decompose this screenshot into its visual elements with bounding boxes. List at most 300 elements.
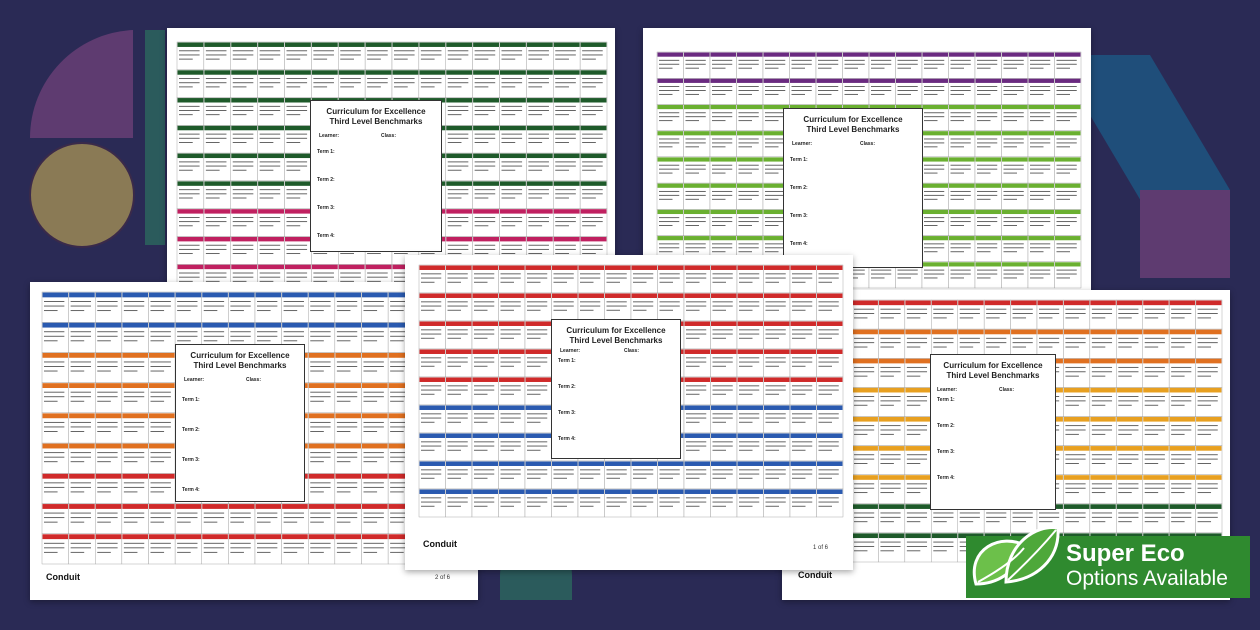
grid-cell-text-line (71, 513, 91, 514)
grid-cell-text-line (582, 225, 596, 226)
grid-cell-text-line (501, 338, 515, 339)
grid-cell-text-line (233, 110, 254, 111)
grid-cell-text-line (1118, 425, 1138, 426)
grid-cell-text-line (502, 225, 516, 226)
grid-cell-text-line (1145, 347, 1158, 348)
grid-cell-text-line (448, 357, 468, 358)
grid-cell-text-line (686, 64, 706, 65)
grid-cell-text-line (151, 543, 171, 544)
grid-cell-text-line (475, 50, 496, 51)
grid-cell-text-line (71, 331, 91, 332)
grid-cell-text-line (502, 221, 523, 222)
grid-cell-header (231, 126, 257, 130)
grid-cell-header (1064, 504, 1089, 509)
grid-cell-text-line (1092, 347, 1105, 348)
grid-cell-header (473, 126, 499, 130)
grid-cell-text-line (739, 191, 759, 192)
grid-cell-text-line (204, 340, 218, 341)
grid-cell-text-line (340, 277, 361, 278)
cover-box (551, 319, 681, 459)
grid-cell-text-line (448, 506, 462, 507)
grid-cell-text-line (337, 452, 357, 453)
grid-cell-text-line (97, 362, 117, 363)
grid-cell-text-line (124, 331, 144, 332)
grid-cell-text-line (44, 371, 58, 372)
grid-cell-text-line (580, 474, 600, 475)
grid-cell-text-line (986, 347, 999, 348)
grid-cell-text-line (951, 116, 971, 117)
grid-cell-text-line (501, 273, 521, 274)
grid-cell-text-line (554, 469, 574, 470)
grid-cell-text-line (1004, 86, 1024, 87)
grid-cell-text-line (1004, 68, 1018, 69)
grid-cell-text-line (475, 161, 496, 162)
grid-cell-text-line (766, 441, 786, 442)
grid-cell-text-line (633, 306, 653, 307)
grid-cell-text-line (686, 310, 700, 311)
grid-cell-text-line (310, 422, 330, 423)
grid-cell-text-line (739, 64, 759, 65)
grid-cell-text-line (977, 247, 997, 248)
grid-cell-text-line (898, 270, 918, 271)
grid-cell-header (605, 490, 631, 494)
grid-cell-text-line (1004, 274, 1024, 275)
grid-cell-text-line (448, 301, 468, 302)
grid-cell-text-line (871, 274, 891, 275)
grid-cell-text-line (179, 161, 200, 162)
grid-cell-text-line (1057, 247, 1077, 248)
grid-cell-header (579, 462, 605, 466)
grid-cell-header (923, 105, 949, 109)
grid-cell-text-line (310, 340, 324, 341)
grid-cell-text-line (554, 497, 574, 498)
grid-cell-text-line (924, 60, 944, 61)
grid-cell-text-line (310, 362, 330, 363)
grid-cell-header (605, 462, 631, 466)
class-label: Class: (624, 348, 640, 354)
grid-cell-text-line (633, 497, 653, 498)
grid-cell-text-line (421, 82, 442, 83)
grid-cell-text-line (686, 390, 706, 391)
grid-cell-header (96, 353, 122, 358)
grid-cell-text-line (1065, 367, 1085, 368)
grid-cell-text-line (580, 310, 594, 311)
grid-cell-header (738, 462, 764, 466)
grid-cell-text-line (633, 469, 653, 470)
grid-cell-text-line (177, 310, 191, 311)
grid-cell-header (178, 209, 204, 213)
grid-cell-text-line (819, 338, 833, 339)
grid-cell-header (976, 184, 1002, 188)
grid-cell-text-line (287, 59, 301, 60)
grid-cell-header (843, 53, 869, 57)
grid-cell-text-line (792, 362, 812, 363)
grid-cell-header (554, 98, 580, 102)
grid-cell-text-line (1065, 517, 1085, 518)
grid-cell-text-line (582, 78, 603, 79)
grid-cell-header (526, 294, 552, 298)
grid-cell-text-line (766, 301, 786, 302)
grid-cell-text-line (206, 134, 227, 135)
grid-cell-text-line (1030, 68, 1044, 69)
grid-cell-text-line (792, 390, 812, 391)
grid-cell-text-line (739, 116, 759, 117)
grid-cell-text-line (854, 488, 874, 489)
grid-cell-header (658, 236, 684, 240)
grid-cell-text-line (44, 457, 64, 458)
grid-cell-header (258, 265, 284, 269)
grid-cell-text-line (284, 543, 304, 544)
grid-cell-text-line (766, 306, 786, 307)
grid-cell-text-line (951, 199, 965, 200)
grid-cell-text-line (712, 146, 726, 147)
grid-cell-text-line (907, 463, 920, 464)
grid-cell-text-line (287, 189, 308, 190)
grid-cell-text-line (448, 110, 469, 111)
grid-cell-text-line (792, 329, 812, 330)
grid-cell-text-line (686, 169, 706, 170)
grid-cell-text-line (310, 513, 330, 514)
grid-cell-text-line (713, 390, 733, 391)
grid-cell-text-line (97, 547, 117, 548)
grid-cell-text-line (686, 506, 700, 507)
grid-cell-text-line (310, 426, 330, 427)
grid-cell-header (685, 378, 711, 382)
grid-cell-text-line (97, 366, 117, 367)
grid-cell-text-line (1171, 405, 1184, 406)
grid-cell-text-line (659, 86, 679, 87)
grid-cell-text-line (71, 426, 91, 427)
grid-cell-text-line (712, 68, 726, 69)
grid-cell-text-line (310, 431, 324, 432)
grid-cell-text-line (260, 198, 274, 199)
grid-cell-text-line (421, 502, 441, 503)
grid-cell-header (853, 330, 878, 335)
grid-cell-header (446, 294, 472, 298)
grid-cell-text-line (580, 278, 600, 279)
grid-cell-text-line (907, 517, 927, 518)
grid-cell-header (579, 266, 605, 270)
grid-cell-header (176, 293, 202, 298)
grid-cell-text-line (124, 426, 144, 427)
grid-cell-text-line (818, 90, 838, 91)
grid-cell-text-line (233, 273, 254, 274)
grid-cell-text-line (475, 193, 496, 194)
grid-cell-text-line (394, 59, 408, 60)
grid-cell-text-line (582, 170, 596, 171)
grid-cell-text-line (554, 306, 574, 307)
grid-cell-text-line (124, 301, 144, 302)
grid-cell-text-line (260, 245, 281, 246)
grid-cell-text-line (907, 405, 920, 406)
grid-cell-text-line (898, 68, 912, 69)
grid-cell-text-line (475, 189, 496, 190)
grid-cell-text-line (233, 138, 254, 139)
grid-cell-header (932, 301, 957, 306)
grid-cell-text-line (501, 474, 521, 475)
grid-cell-header (976, 53, 1002, 57)
grid-cell-header (204, 98, 230, 102)
grid-cell-header (632, 462, 658, 466)
grid-cell-header (446, 98, 472, 102)
grid-cell-header (202, 323, 228, 328)
grid-cell-text-line (1092, 400, 1112, 401)
grid-cell-text-line (287, 138, 308, 139)
grid-cell-header (581, 43, 607, 47)
grid-cell-text-line (448, 310, 462, 311)
grid-cell-header (473, 490, 499, 494)
grid-cell-text-line (633, 502, 653, 503)
grid-cell-text-line (739, 60, 759, 61)
grid-cell-text-line (233, 198, 247, 199)
grid-cell-header (791, 462, 817, 466)
grid-cell-text-line (337, 340, 351, 341)
cover-box (783, 108, 923, 268)
grid-cell-text-line (555, 161, 576, 162)
grid-cell-text-line (712, 251, 726, 252)
grid-cell-text-line (1013, 347, 1026, 348)
grid-cell-text-line (977, 274, 997, 275)
grid-cell-text-line (448, 418, 468, 419)
grid-cell-text-line (1171, 400, 1191, 401)
grid-cell-header (738, 434, 764, 438)
grid-cell-text-line (1057, 199, 1071, 200)
grid-cell-text-line (310, 336, 330, 337)
term-2: Term 2: (182, 427, 200, 433)
class-label: Class: (860, 141, 876, 147)
grid-cell-header (949, 236, 975, 240)
grid-cell-text-line (502, 50, 523, 51)
grid-cell-text-line (124, 310, 138, 311)
grid-cell-text-line (951, 90, 971, 91)
grid-cell-text-line (97, 306, 117, 307)
grid-cell-text-line (766, 418, 786, 419)
grid-cell-text-line (1171, 367, 1191, 368)
grid-cell-text-line (1004, 64, 1024, 65)
grid-cell-text-line (287, 221, 308, 222)
grid-cell-header (1055, 53, 1081, 57)
grid-cell-header (339, 43, 365, 47)
grid-cell-text-line (501, 422, 515, 423)
grid-cell-text-line (713, 394, 727, 395)
grid-cell-text-line (230, 547, 250, 548)
cover-title-1: Curriculum for Excellence (566, 326, 666, 335)
grid-cell-text-line (310, 306, 330, 307)
grid-cell-text-line (555, 221, 576, 222)
grid-cell-text-line (179, 249, 200, 250)
grid-cell-text-line (1065, 454, 1085, 455)
grid-cell-header (309, 413, 335, 418)
grid-cell-text-line (1118, 367, 1138, 368)
grid-cell-text-line (739, 146, 753, 147)
grid-cell-header (1029, 210, 1055, 214)
grid-cell-text-line (933, 342, 953, 343)
grid-cell-header (526, 350, 552, 354)
grid-cell-text-line (337, 543, 357, 544)
grid-cell-header (527, 43, 553, 47)
grid-cell-text-line (871, 64, 891, 65)
grid-cell-text-line (845, 68, 859, 69)
grid-cell-text-line (819, 278, 839, 279)
grid-cell-text-line (659, 195, 679, 196)
grid-cell-text-line (1065, 342, 1085, 343)
grid-cell-text-line (71, 336, 91, 337)
grid-cell-text-line (501, 450, 515, 451)
grid-cell-text-line (179, 134, 200, 135)
grid-cell-text-line (1118, 463, 1131, 464)
grid-cell-text-line (474, 338, 488, 339)
grid-cell-text-line (124, 487, 144, 488)
grid-cell-text-line (287, 170, 301, 171)
grid-cell-text-line (659, 94, 673, 95)
grid-cell-text-line (44, 426, 64, 427)
grid-cell-text-line (124, 491, 138, 492)
grid-cell-header (711, 184, 737, 188)
grid-cell-header (229, 293, 255, 298)
learner-label: Learner: (184, 377, 205, 383)
grid-cell-text-line (977, 90, 997, 91)
grid-cell-header (1170, 388, 1195, 393)
grid-cell-header (96, 474, 122, 479)
grid-cell-header (554, 126, 580, 130)
grid-cell-text-line (179, 189, 200, 190)
grid-cell-text-line (151, 336, 171, 337)
grid-cell-text-line (686, 474, 706, 475)
grid-cell-header (178, 181, 204, 185)
grid-cell-text-line (582, 110, 603, 111)
grid-cell-text-line (765, 146, 779, 147)
grid-cell-text-line (421, 357, 441, 358)
grid-cell-text-line (230, 310, 244, 311)
grid-cell-text-line (527, 422, 541, 423)
grid-cell-text-line (233, 189, 254, 190)
grid-cell-text-line (555, 225, 569, 226)
grid-cell-header (122, 383, 148, 388)
grid-cell-text-line (151, 371, 165, 372)
grid-cell-text-line (1171, 376, 1184, 377)
grid-cell-text-line (1057, 139, 1077, 140)
grid-cell-header (500, 43, 526, 47)
grid-cell-text-line (230, 513, 250, 514)
grid-cell-header (335, 323, 361, 328)
grid-cell-header (446, 181, 472, 185)
grid-cell-text-line (528, 106, 549, 107)
grid-cell-text-line (880, 430, 900, 431)
grid-cell-text-line (448, 114, 462, 115)
grid-cell-text-line (1004, 243, 1024, 244)
grid-cell-text-line (713, 329, 733, 330)
grid-cell-header (853, 359, 878, 364)
grid-cell-text-line (766, 413, 786, 414)
grid-cell-header (791, 406, 817, 410)
grid-cell-text-line (686, 94, 700, 95)
cover-box (175, 344, 305, 502)
grid-cell-header (552, 490, 578, 494)
grid-cell-text-line (257, 340, 271, 341)
grid-cell-text-line (686, 112, 706, 113)
grid-cell-text-line (907, 488, 927, 489)
grid-cell-text-line (924, 251, 938, 252)
grid-cell-text-line (475, 134, 496, 135)
grid-cell-text-line (448, 50, 469, 51)
grid-cell-header (96, 293, 122, 298)
grid-cell-text-line (284, 306, 304, 307)
grid-cell-text-line (933, 313, 953, 314)
grid-cell-text-line (1145, 430, 1165, 431)
grid-cell-header (285, 98, 311, 102)
grid-cell-text-line (97, 301, 117, 302)
grid-cell-text-line (582, 138, 603, 139)
grid-cell-text-line (448, 362, 468, 363)
grid-cell-text-line (1065, 309, 1085, 310)
grid-cell-text-line (502, 78, 523, 79)
grid-cell-header (473, 434, 499, 438)
grid-cell-text-line (607, 469, 627, 470)
grid-cell-text-line (151, 547, 171, 548)
grid-cell-text-line (924, 86, 944, 87)
page-number: 2 of 6 (435, 575, 451, 581)
grid-cell-header (499, 378, 525, 382)
grid-cell-text-line (230, 517, 250, 518)
grid-cell-text-line (1057, 86, 1077, 87)
grid-cell-header (658, 53, 684, 57)
grid-cell-text-line (582, 55, 603, 56)
grid-cell-text-line (1171, 513, 1191, 514)
grid-cell-text-line (580, 502, 600, 503)
grid-cell-text-line (555, 50, 576, 51)
grid-cell-header (446, 434, 472, 438)
grid-cell-text-line (1092, 454, 1112, 455)
grid-cell-text-line (179, 55, 200, 56)
grid-cell-header (817, 378, 843, 382)
grid-cell-header (1029, 79, 1055, 83)
grid-cell-text-line (951, 94, 965, 95)
grid-cell-header (905, 446, 930, 451)
grid-cell-text-line (310, 452, 330, 453)
grid-cell-text-line (739, 221, 759, 222)
grid-cell-text-line (977, 195, 997, 196)
grid-cell-text-line (977, 243, 997, 244)
grid-cell-text-line (555, 217, 576, 218)
teal-bar-left (145, 30, 165, 245)
grid-cell-text-line (394, 82, 415, 83)
grid-cell-text-line (367, 253, 381, 254)
grid-cell-text-line (1171, 492, 1184, 493)
grid-cell-text-line (633, 478, 647, 479)
grid-cell-text-line (233, 50, 254, 51)
grid-cell-header (605, 266, 631, 270)
grid-cell-header (932, 330, 957, 335)
grid-cell-text-line (337, 552, 351, 553)
grid-cell-text-line (582, 166, 603, 167)
grid-cell-header (879, 359, 904, 364)
grid-cell-text-line (1039, 347, 1052, 348)
grid-cell-header (43, 474, 69, 479)
grid-cell-text-line (907, 483, 927, 484)
grid-cell-text-line (818, 64, 838, 65)
grid-cell-text-line (206, 59, 220, 60)
grid-cell-text-line (659, 116, 679, 117)
grid-cell-text-line (233, 78, 254, 79)
grid-cell-text-line (177, 513, 197, 514)
grid-cell-text-line (1065, 434, 1078, 435)
grid-cell-text-line (580, 469, 600, 470)
grid-cell-text-line (364, 340, 378, 341)
grid-cell-header (658, 210, 684, 214)
grid-cell-text-line (1030, 173, 1044, 174)
grid-cell-text-line (582, 221, 603, 222)
grid-cell-header (923, 53, 949, 57)
